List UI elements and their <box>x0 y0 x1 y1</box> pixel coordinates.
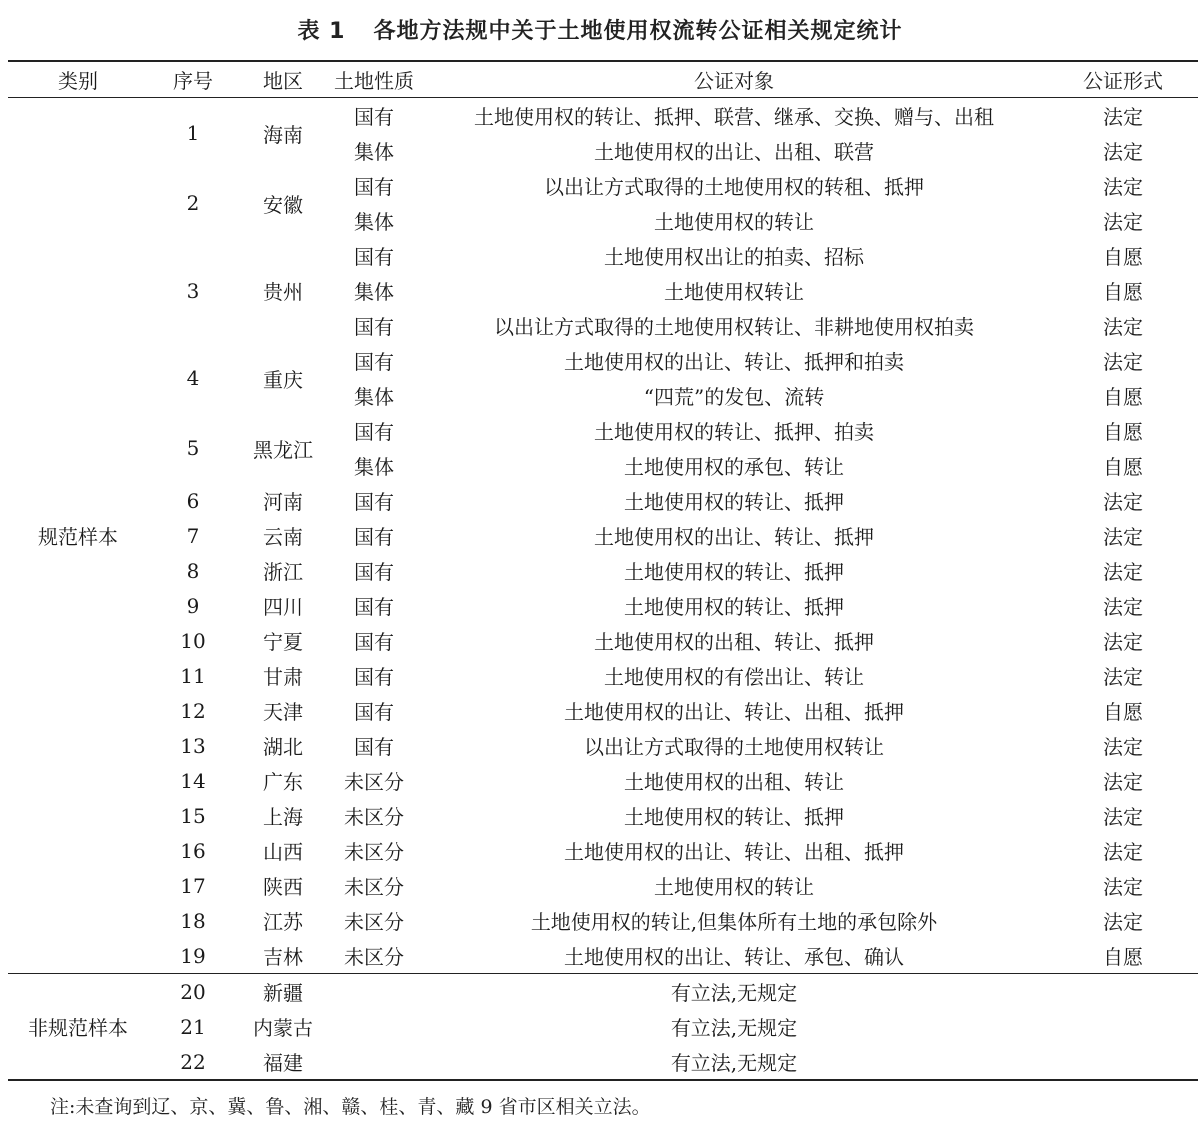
number-cell: 1 <box>186 121 200 145</box>
notarization-form-cell: 法定 <box>1103 770 1143 794</box>
notarization-form-cell: 法定 <box>1103 595 1143 619</box>
table-row <box>8 483 1198 518</box>
notarization-form-cell: 自愿 <box>1103 455 1143 479</box>
number-cell: 14 <box>180 768 206 793</box>
notarization-form-cell: 法定 <box>1103 910 1143 934</box>
land-nature-cell <box>328 974 420 1010</box>
notarization-form-cell: 法定 <box>1103 735 1143 759</box>
land-nature-cell: 国有 <box>354 245 394 269</box>
land-nature-cell: 未区分 <box>344 875 404 899</box>
notarization-object-cell: 土地使用权的转让 <box>654 875 814 899</box>
table-row <box>8 868 1198 903</box>
number-cell: 13 <box>180 733 206 758</box>
region-cell: 湖北 <box>263 735 303 759</box>
notarization-object-cell: “四荒”的发包、流转 <box>643 385 825 409</box>
header-number: 序号 <box>173 69 213 93</box>
table-row <box>8 658 1198 693</box>
number-cell: 9 <box>186 593 200 618</box>
number-cell: 4 <box>186 366 200 390</box>
land-nature-cell: 国有 <box>354 630 394 654</box>
number-cell: 11 <box>180 663 206 688</box>
notarization-object-cell: 土地使用权的转让、抵押 <box>624 595 844 619</box>
notarization-form-cell: 自愿 <box>1103 945 1143 969</box>
land-nature-cell <box>328 1044 420 1080</box>
notarization-form-cell: 法定 <box>1103 665 1143 689</box>
land-nature-cell: 国有 <box>354 700 394 724</box>
number-cell: 19 <box>180 943 206 968</box>
land-nature-cell: 国有 <box>354 665 394 689</box>
table-title <box>0 14 1200 45</box>
notarization-form-cell: 法定 <box>1103 805 1143 829</box>
notarization-form-cell: 法定 <box>1103 105 1143 129</box>
land-nature-cell: 集体 <box>354 210 394 234</box>
land-nature-cell <box>328 1009 420 1044</box>
region-cell: 山西 <box>263 840 303 864</box>
table-row <box>8 553 1198 588</box>
notarization-form-cell: 法定 <box>1103 630 1143 654</box>
notarization-object-cell: 土地使用权的有偿出让、转让 <box>604 665 864 689</box>
notarization-form-cell <box>1048 974 1198 1010</box>
header-notarization-object: 公证对象 <box>694 69 774 93</box>
table-row <box>8 903 1198 938</box>
region-cell: 陕西 <box>263 875 303 899</box>
region-cell: 上海 <box>263 805 303 829</box>
number-cell: 8 <box>186 558 200 583</box>
notarization-object-cell: 有立法,无规定 <box>420 974 1048 1010</box>
region-cell: 甘肃 <box>263 665 303 689</box>
notarization-form-cell <box>1048 1009 1198 1044</box>
region-cell: 安徽 <box>263 192 303 217</box>
land-nature-cell: 未区分 <box>344 805 404 829</box>
header-land-nature: 土地性质 <box>334 69 414 93</box>
region-cell: 贵州 <box>263 280 303 304</box>
non-normative-sample-group <box>8 974 1198 1081</box>
header-notarization-form: 公证形式 <box>1083 69 1163 93</box>
land-nature-cell: 国有 <box>354 350 394 374</box>
table-row <box>8 974 1198 1010</box>
notarization-form-cell: 法定 <box>1103 315 1143 339</box>
notarization-object-cell: 土地使用权的转让,但集体所有土地的承包除外 <box>530 910 938 934</box>
notarization-form-cell: 法定 <box>1103 875 1143 899</box>
table-number: 表 1 <box>297 19 346 44</box>
notarization-form-cell: 自愿 <box>1103 385 1143 409</box>
land-nature-cell: 国有 <box>354 525 394 549</box>
land-nature-cell: 未区分 <box>344 770 404 794</box>
region-cell: 浙江 <box>263 560 303 584</box>
table-row <box>8 1044 1198 1080</box>
notarization-object-cell: 土地使用权的出让、转让、出租、抵押 <box>564 700 904 724</box>
notarization-form-cell: 法定 <box>1103 525 1143 549</box>
notarization-object-cell: 土地使用权的承包、转让 <box>624 455 844 479</box>
land-nature-cell: 国有 <box>354 315 394 339</box>
region-cell: 福建 <box>263 1051 303 1075</box>
number-cell: 20 <box>148 974 238 1010</box>
table-row <box>8 693 1198 728</box>
table-row <box>8 413 1198 448</box>
region-cell: 新疆 <box>238 974 328 1010</box>
notarization-object-cell: 土地使用权的出让、转让、承包、确认 <box>564 945 904 969</box>
land-nature-cell: 集体 <box>354 140 394 164</box>
land-nature-cell: 未区分 <box>344 910 404 934</box>
land-nature-cell: 未区分 <box>344 945 404 969</box>
region-cell: 宁夏 <box>263 630 303 654</box>
region-cell: 黑龙江 <box>253 437 313 462</box>
number-cell: 17 <box>180 873 206 898</box>
region-cell: 广东 <box>263 770 303 794</box>
number-cell: 2 <box>186 191 200 215</box>
notarization-form-cell: 自愿 <box>1103 700 1143 724</box>
table-row <box>8 168 1198 203</box>
notarization-object-cell: 土地使用权的转让、抵押 <box>624 805 844 829</box>
region-cell: 天津 <box>263 700 303 724</box>
table-row <box>8 798 1198 833</box>
table-note: 注:未查询到辽、京、冀、鲁、湘、赣、桂、青、藏 9 省市区相关立法。 <box>50 1096 651 1118</box>
region-cell: 吉林 <box>263 945 303 969</box>
land-nature-cell: 国有 <box>354 420 394 444</box>
region-cell: 云南 <box>263 525 303 549</box>
land-nature-cell: 国有 <box>354 560 394 584</box>
table-row <box>8 238 1198 273</box>
notarization-object-cell: 有立法,无规定 <box>670 1051 798 1075</box>
number-cell: 16 <box>180 838 206 863</box>
land-nature-cell: 国有 <box>354 735 394 759</box>
land-nature-cell: 集体 <box>354 455 394 479</box>
land-nature-cell: 集体 <box>354 280 394 304</box>
notarization-object-cell: 以出让方式取得的土地使用权转让 <box>584 735 884 759</box>
notarization-form-cell: 法定 <box>1103 210 1143 234</box>
number-cell: 18 <box>180 908 206 933</box>
notarization-object-cell: 土地使用权的转让、抵押 <box>624 560 844 584</box>
notarization-object-cell: 土地使用权出让的拍卖、招标 <box>604 245 864 269</box>
notarization-object-cell: 土地使用权的出租、转让、抵押 <box>594 630 874 654</box>
header-row <box>8 61 1198 98</box>
number-cell: 6 <box>186 488 200 513</box>
table-row <box>8 938 1198 974</box>
notarization-form-cell: 法定 <box>1103 140 1143 164</box>
number-cell: 7 <box>186 523 200 548</box>
table-caption: 各地方法规中关于土地使用权流转公证相关规定统计 <box>373 19 903 44</box>
category-cell: 非规范样本 <box>8 974 148 1081</box>
table-row <box>8 588 1198 623</box>
land-nature-cell: 国有 <box>354 105 394 129</box>
number-cell: 3 <box>186 278 200 303</box>
notarization-object-cell: 有立法,无规定 <box>670 1016 798 1040</box>
region-cell: 重庆 <box>263 367 303 392</box>
notarization-object-cell: 土地使用权的转让、抵押 <box>624 490 844 514</box>
notarization-form-cell: 自愿 <box>1103 245 1143 269</box>
table-row <box>8 763 1198 798</box>
region-cell: 江苏 <box>263 910 303 934</box>
notarization-object-cell: 土地使用权的转让、抵押、拍卖 <box>594 420 874 444</box>
notarization-form-cell: 自愿 <box>1103 420 1143 444</box>
header-category: 类别 <box>58 69 98 93</box>
notarization-object-cell: 土地使用权转让 <box>664 280 804 304</box>
notarization-object-cell: 土地使用权的出让、转让、出租、抵押 <box>564 840 904 864</box>
number-cell: 5 <box>186 436 200 460</box>
land-nature-cell: 国有 <box>354 490 394 514</box>
table-row <box>8 833 1198 868</box>
notarization-object-cell: 以出让方式取得的土地使用权的转租、抵押 <box>544 175 924 199</box>
notarization-form-cell: 自愿 <box>1103 280 1143 304</box>
notarization-object-cell: 土地使用权的转让 <box>654 210 814 234</box>
category-cell: 规范样本 <box>38 525 118 549</box>
region-cell: 四川 <box>263 595 303 619</box>
region-cell: 内蒙古 <box>253 1016 313 1040</box>
notarization-form-cell: 法定 <box>1103 560 1143 584</box>
notarization-object-cell: 土地使用权的出租、转让 <box>624 770 844 794</box>
notarization-form-cell: 法定 <box>1103 840 1143 864</box>
normative-sample-group <box>8 98 1198 974</box>
number-cell: 21 <box>180 1014 206 1039</box>
notarization-form-cell: 法定 <box>1103 350 1143 374</box>
region-cell: 河南 <box>263 490 303 514</box>
notarization-object-cell: 土地使用权的出让、转让、抵押 <box>594 525 874 549</box>
statistics-table <box>8 60 1198 1081</box>
land-nature-cell: 未区分 <box>344 840 404 864</box>
number-cell: 15 <box>180 803 206 828</box>
notarization-form-cell: 法定 <box>1103 490 1143 514</box>
land-nature-cell: 国有 <box>354 175 394 199</box>
notarization-object-cell: 以出让方式取得的土地使用权转让、非耕地使用权拍卖 <box>494 315 974 339</box>
number-cell: 12 <box>180 698 206 723</box>
notarization-form-cell <box>1048 1044 1198 1080</box>
table-row <box>8 728 1198 763</box>
land-nature-cell: 集体 <box>354 385 394 409</box>
table-row <box>8 1009 1198 1044</box>
table-row <box>8 98 1198 134</box>
header-region: 地区 <box>263 69 303 93</box>
number-cell: 22 <box>180 1049 206 1074</box>
notarization-form-cell: 法定 <box>1103 175 1143 199</box>
notarization-object-cell: 土地使用权的出让、转让、抵押和拍卖 <box>564 350 904 374</box>
table-row <box>8 518 1198 553</box>
notarization-object-cell: 土地使用权的转让、抵押、联营、继承、交换、赠与、出租 <box>474 105 994 129</box>
notarization-object-cell: 土地使用权的出让、出租、联营 <box>594 140 874 164</box>
region-cell: 海南 <box>263 122 303 147</box>
table-row <box>8 343 1198 378</box>
land-nature-cell: 国有 <box>354 595 394 619</box>
number-cell: 10 <box>180 628 206 653</box>
table-row <box>8 623 1198 658</box>
